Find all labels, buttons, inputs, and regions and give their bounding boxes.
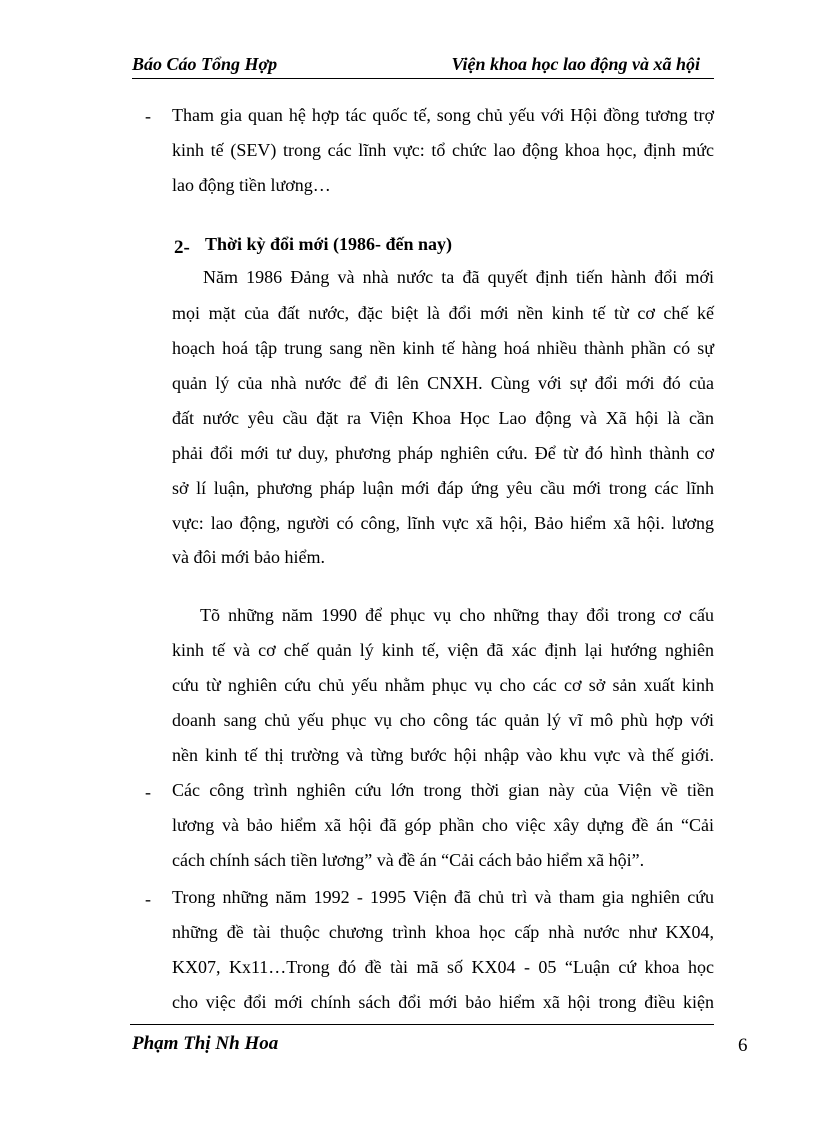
bullet1-line: kinh tế (SEV) trong các lĩnh vực: tổ chức lao động khoa học, định mức: [172, 140, 714, 160]
header-report-title: Báo Cáo Tổng Hợp: [132, 54, 278, 74]
para1-line: mọi mặt của đất nước, đặc biệt là đổi mới nền kinh tế từ cơ chế kế: [172, 303, 714, 323]
bullet-marker: -: [145, 106, 151, 126]
para2-line: doanh sang chủ yếu phục vụ cho công tác quản lý vĩ mô phù hợp với: [172, 710, 714, 730]
section-title: Thời kỳ đổi mới (1986- đến nay): [205, 234, 452, 254]
bullet3-line: KX07, Kx11…Trong đó đề tài mã số KX04 - 05 “Luận cứ khoa học: [172, 957, 714, 977]
bullet3-line: Trong những năm 1992 - 1995 Viện đã chủ trì và tham gia nghiên cứu: [172, 887, 714, 907]
para1-line: sở lí luận, phương pháp luận mới đáp ứng yêu cầu mới trong các lĩnh: [172, 478, 714, 498]
para2-line: kinh tế và cơ chế quản lý kinh tế, viện đã xác định lại hướng nghiên: [172, 640, 714, 660]
section-number: 2-: [174, 237, 190, 258]
bullet3-line: những đề tài thuộc chương trình khoa học cấp nhà nước như KX04,: [172, 922, 714, 942]
bullet1-line: Tham gia quan hệ hợp tác quốc tế, song chủ yếu với Hội đồng tương trợ: [172, 105, 714, 125]
bullet1-line: lao động tiền lương…: [172, 175, 331, 195]
para1-line: vực: lao động, người có công, lĩnh vực xã hội, Bảo hiểm xã hội. lương: [172, 513, 714, 533]
footer-rule: [130, 1024, 714, 1025]
para1-line: và đôi mới bảo hiểm.: [172, 547, 325, 567]
bullet2-line: cách chính sách tiền lương” và đề án “Cải cách bảo hiểm xã hội”.: [172, 850, 645, 870]
bullet2-line: lương và bảo hiểm xã hội đã góp phần cho việc xây dựng đề án “Cải: [172, 815, 714, 835]
para1-line: phải đổi mới tư duy, phương pháp nghiên cứu. Để từ đó hình thành cơ: [172, 443, 714, 463]
page-number: 6: [738, 1035, 748, 1056]
para2-line: cứu từ nghiên cứu chủ yếu nhằm phục vụ cho các cơ sở sản xuất kinh: [172, 675, 714, 695]
bullet3-line: cho việc đổi mới chính sách đổi mới bảo hiểm xã hội trong điều kiện: [172, 992, 714, 1012]
page-header: [132, 52, 714, 79]
bullet-marker: -: [145, 889, 151, 909]
bullet2-line: Các công trình nghiên cứu lớn trong thời gian này của Viện về tiền: [172, 780, 714, 800]
para2-line: nền kinh tế thị trường và từng bước hội nhập vào khu vực và thế giới.: [172, 745, 714, 765]
bullet-marker: -: [145, 782, 151, 802]
para1-line: Năm 1986 Đảng và nhà nước ta đã quyết định tiến hành đổi mới: [203, 267, 714, 287]
para1-line: quản lý của nhà nước để đi lên CNXH. Cùng với sự đổi mới đó của: [172, 373, 714, 393]
para1-line: hoạch hoá tập trung sang nền kinh tế hàng hoá nhiều thành phần có sự: [172, 338, 714, 358]
para1-line: đất nước yêu cầu đặt ra Viện Khoa Học Lao động và Xã hội là cần: [172, 408, 714, 428]
footer-author: Phạm Thị Nh Hoa: [132, 1033, 279, 1054]
header-institute-name: Viện khoa học lao động và xã hội: [451, 54, 700, 74]
para2-line: Tõ những năm 1990 để phục vụ cho những thay đổi trong cơ cấu: [200, 605, 714, 625]
